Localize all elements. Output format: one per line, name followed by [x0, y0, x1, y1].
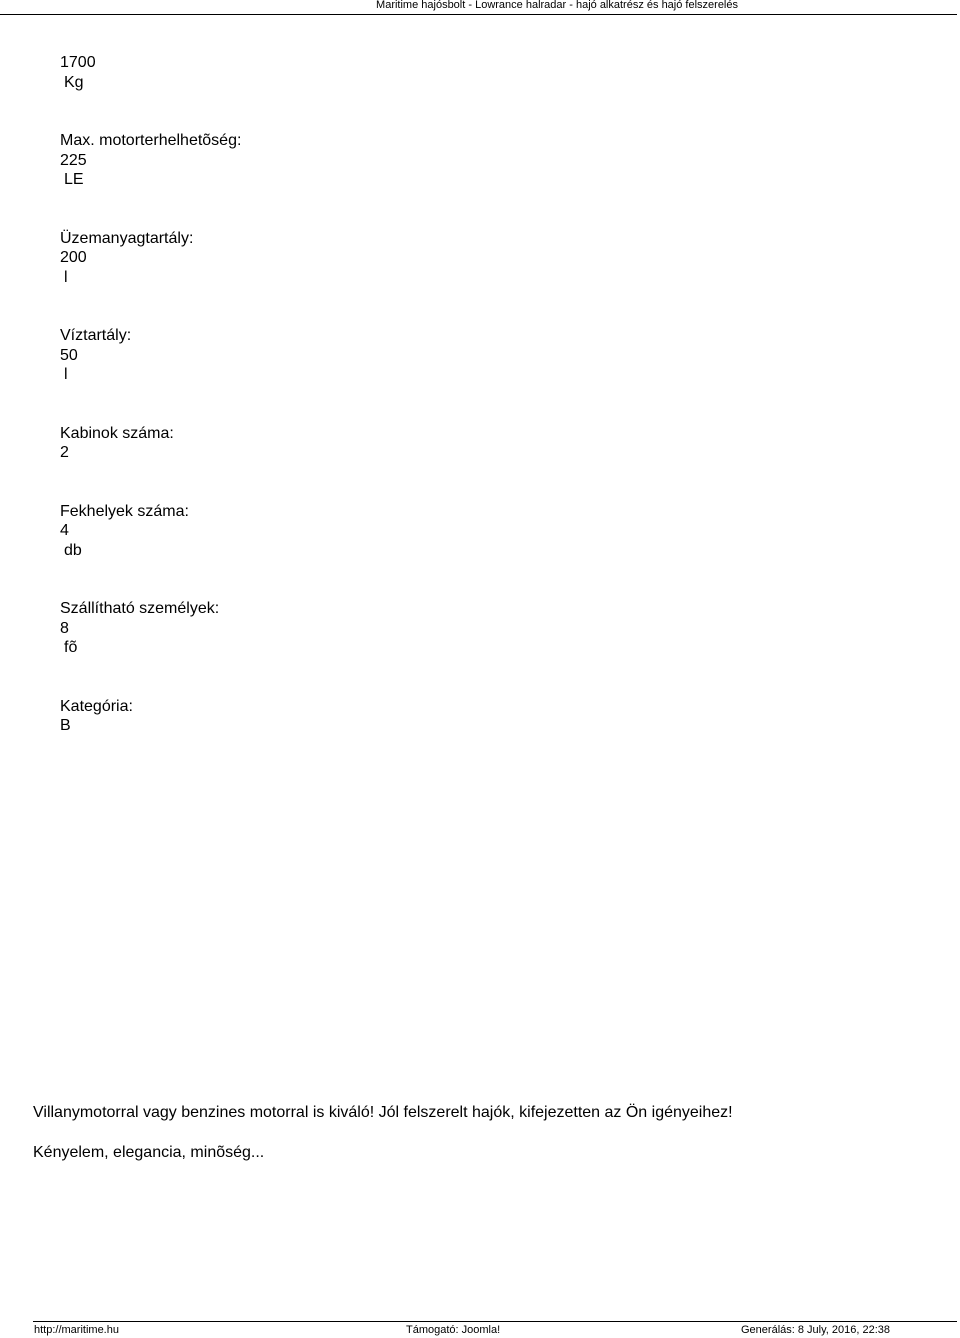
spec-value: 50: [60, 346, 78, 364]
spec-value: 225: [60, 151, 87, 169]
spec-unit: l: [64, 366, 68, 383]
spec-berths: [60, 502, 241, 561]
spec-unit: db: [64, 541, 82, 559]
spec-label: Szállítható személyek:: [60, 600, 220, 617]
description-line: Kényelem, elegancia, minõség...: [33, 1144, 265, 1161]
spec-label: Max. motorterhelhetõség:: [60, 132, 242, 149]
footer-powered-by: Támogató: Joomla!: [406, 1324, 501, 1336]
spec-value: B: [60, 717, 71, 734]
spec-unit: l: [64, 268, 68, 286]
spec-label: Kategória:: [60, 697, 133, 715]
footer-generated-date: Generálás: 8 July, 2016, 22:38: [741, 1324, 891, 1336]
spec-label: Kabinok száma:: [60, 424, 174, 442]
spec-water-tank: [60, 326, 241, 385]
spec-fuel-tank: [60, 229, 241, 288]
spec-passengers: [60, 599, 241, 658]
spec-unit: LE: [64, 171, 84, 188]
spec-value: 4: [60, 522, 69, 539]
spec-label: Víztartály:: [60, 327, 132, 344]
spec-cabins: [60, 424, 241, 463]
spec-unit: fõ: [64, 639, 78, 656]
spec-label: Üzemanyagtartály:: [60, 229, 194, 247]
spec-value: 8: [60, 619, 69, 637]
site-title: Maritime hajósbolt - Lowrance halradar - hajó alkatrész és hajó felszerelés: [376, 0, 738, 11]
description-line: Villanymotorral vagy benzines motorral is kiváló! Jól felszerelt hajók, kifejezetten az Ön igényeihez!: [33, 1104, 733, 1121]
page-header: [0, 0, 957, 15]
spec-value: 2: [60, 444, 69, 461]
spec-value: 1700: [60, 54, 96, 71]
spec-category: [60, 697, 241, 736]
page-footer: [33, 1321, 957, 1338]
spec-list: [60, 53, 241, 775]
product-description: [33, 1103, 733, 1183]
spec-unit: Kg: [64, 73, 84, 91]
spec-weight: [60, 53, 241, 92]
spec-value: 200: [60, 249, 87, 266]
footer-url: http://maritime.hu: [34, 1324, 119, 1336]
spec-label: Fekhelyek száma:: [60, 502, 189, 520]
spec-max-engine-load: [60, 131, 241, 190]
